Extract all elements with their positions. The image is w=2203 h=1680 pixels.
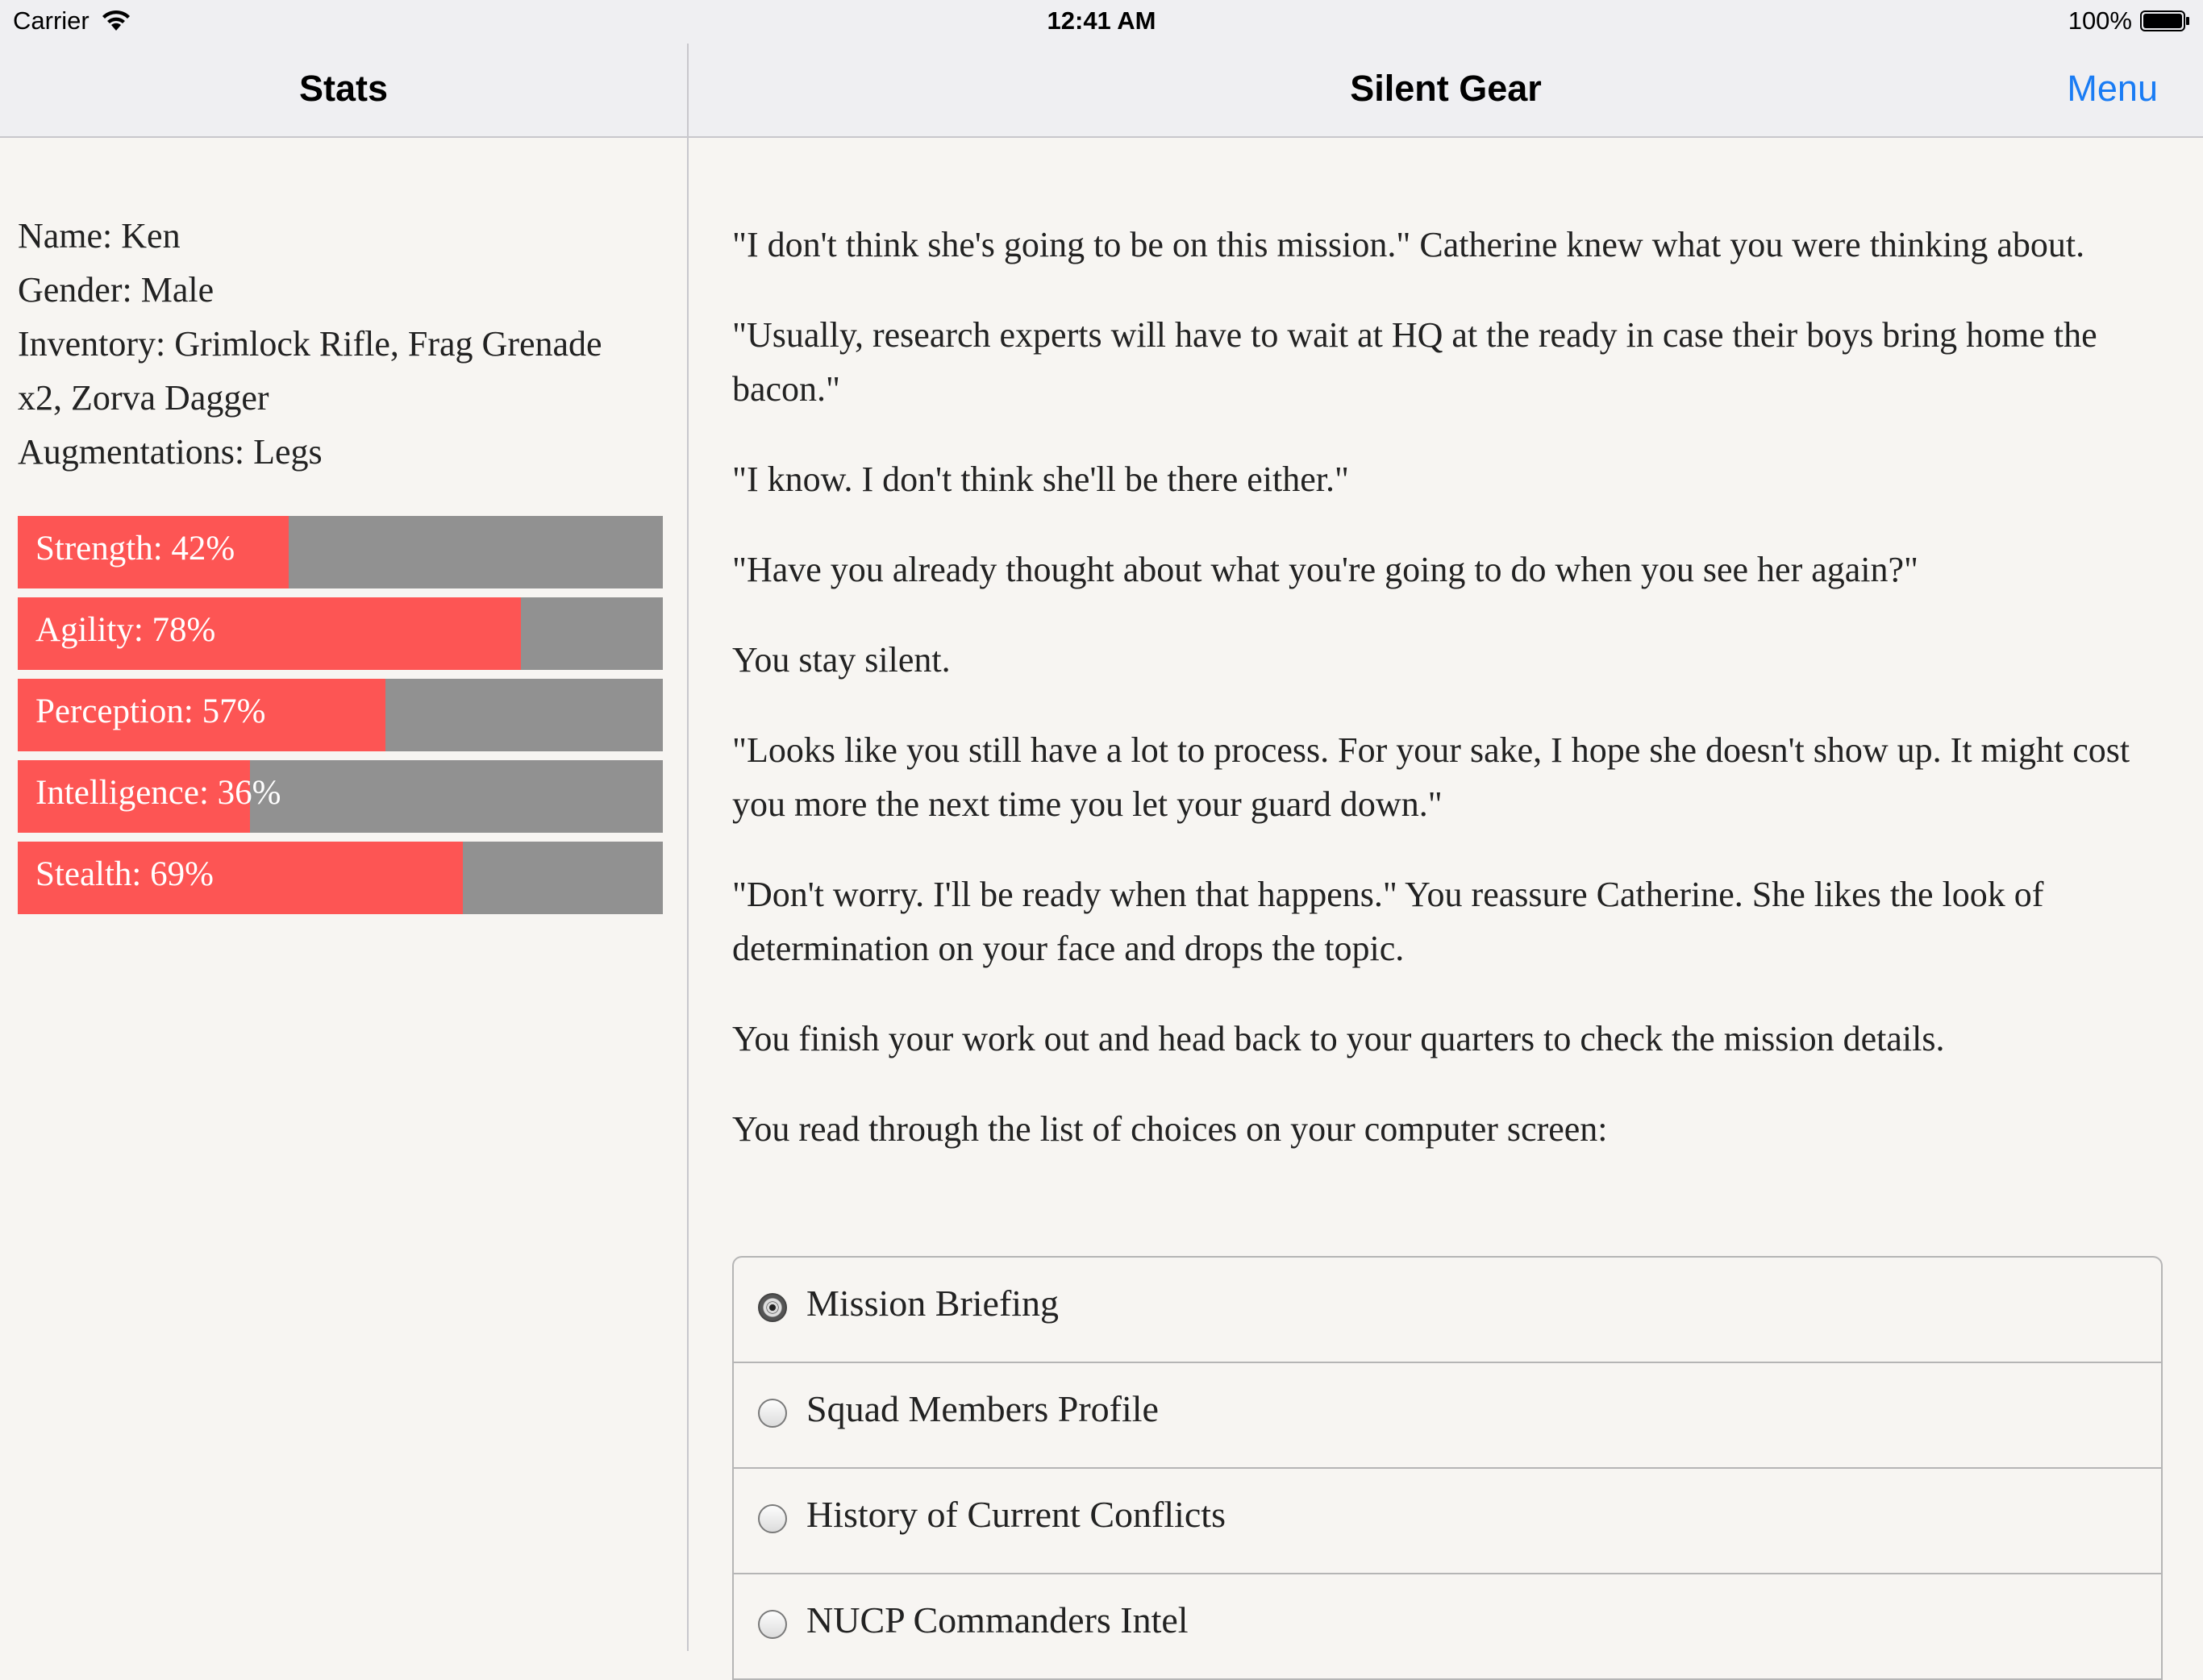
story-paragraph: "Don't worry. I'll be ready when that happens." You reassure Catherine. She likes the look of determination on your face and drops the topic. — [732, 875, 2044, 968]
status-time: 12:41 AM — [1047, 6, 1156, 35]
stat-inventory-line2: x2, Zorva Dagger — [18, 378, 269, 418]
stats-info — [18, 209, 679, 479]
story-paragraph: You stay silent. — [732, 640, 951, 680]
status-right — [2068, 6, 2190, 35]
agility-bar-label: Agility: 78% — [35, 611, 216, 649]
stat-bars — [18, 516, 663, 923]
intelligence-bar-label: Intelligence: 36% — [35, 774, 281, 812]
radio-button[interactable] — [758, 1504, 787, 1533]
stat-gender: Gender: Male — [18, 270, 214, 310]
agility-bar — [18, 597, 663, 670]
story-paragraph: You read through the list of choices on your computer screen: — [732, 1109, 1608, 1149]
stealth-bar — [18, 842, 663, 914]
strength-bar-label: Strength: 42% — [35, 530, 235, 568]
story-paragraph: "I know. I don't think she'll be there either." — [732, 460, 1349, 499]
choice-history-of-current-conflicts[interactable] — [734, 1469, 2161, 1574]
battery-icon — [2140, 10, 2190, 32]
story-paragraph: "I don't think she's going to be on this mission." Catherine knew what you were thinking about. — [732, 225, 2085, 264]
choice-nucp-commanders-intel[interactable] — [734, 1574, 2161, 1680]
choice-label: History of Current Conflicts — [806, 1494, 1226, 1535]
story-paragraph: "Looks like you still have a lot to process. For your sake, I hope she doesn't show up. It might cost you more the next time you let your guard down." — [732, 730, 2130, 824]
perception-bar — [18, 679, 663, 751]
story-paragraph: "Have you already thought about what you're going to do when you see her again?" — [732, 550, 1918, 589]
stats-pane — [0, 138, 689, 1651]
radio-button[interactable] — [758, 1610, 787, 1639]
story-nav-bar — [689, 44, 2203, 138]
menu-button[interactable]: Menu — [2067, 68, 2158, 109]
stat-augmentations: Augmentations: Legs — [18, 432, 323, 472]
stat-inventory-line1: Inventory: Grimlock Rifle, Frag Grenade — [18, 324, 602, 364]
story-paragraph: "Usually, research experts will have to wait at HQ at the ready in case their boys bring home the bacon." — [732, 315, 2097, 409]
choice-label: NUCP Commanders Intel — [806, 1599, 1189, 1640]
stealth-bar-label: Stealth: 69% — [35, 855, 214, 893]
stats-nav-bar — [0, 44, 689, 138]
story-title: Silent Gear — [1350, 68, 1542, 109]
perception-bar-label: Perception: 57% — [35, 692, 266, 730]
choice-list — [732, 1256, 2163, 1680]
choice-label: Mission Briefing — [806, 1283, 1060, 1324]
carrier-label: Carrier — [13, 6, 90, 35]
battery-percent: 100% — [2068, 6, 2132, 35]
stats-title: Stats — [298, 68, 389, 109]
radio-button[interactable] — [758, 1399, 787, 1428]
stat-name: Name: Ken — [18, 216, 181, 256]
story-text — [732, 218, 2168, 1192]
choice-label: Squad Members Profile — [806, 1388, 1159, 1429]
choice-mission-briefing[interactable] — [734, 1258, 2161, 1363]
story-paragraph: You finish your work out and head back to your quarters to check the mission details. — [732, 1019, 1945, 1058]
strength-bar — [18, 516, 663, 588]
radio-button[interactable] — [758, 1293, 787, 1322]
intelligence-bar — [18, 760, 663, 833]
choice-squad-members-profile[interactable] — [734, 1363, 2161, 1469]
status-bar — [0, 0, 2203, 44]
